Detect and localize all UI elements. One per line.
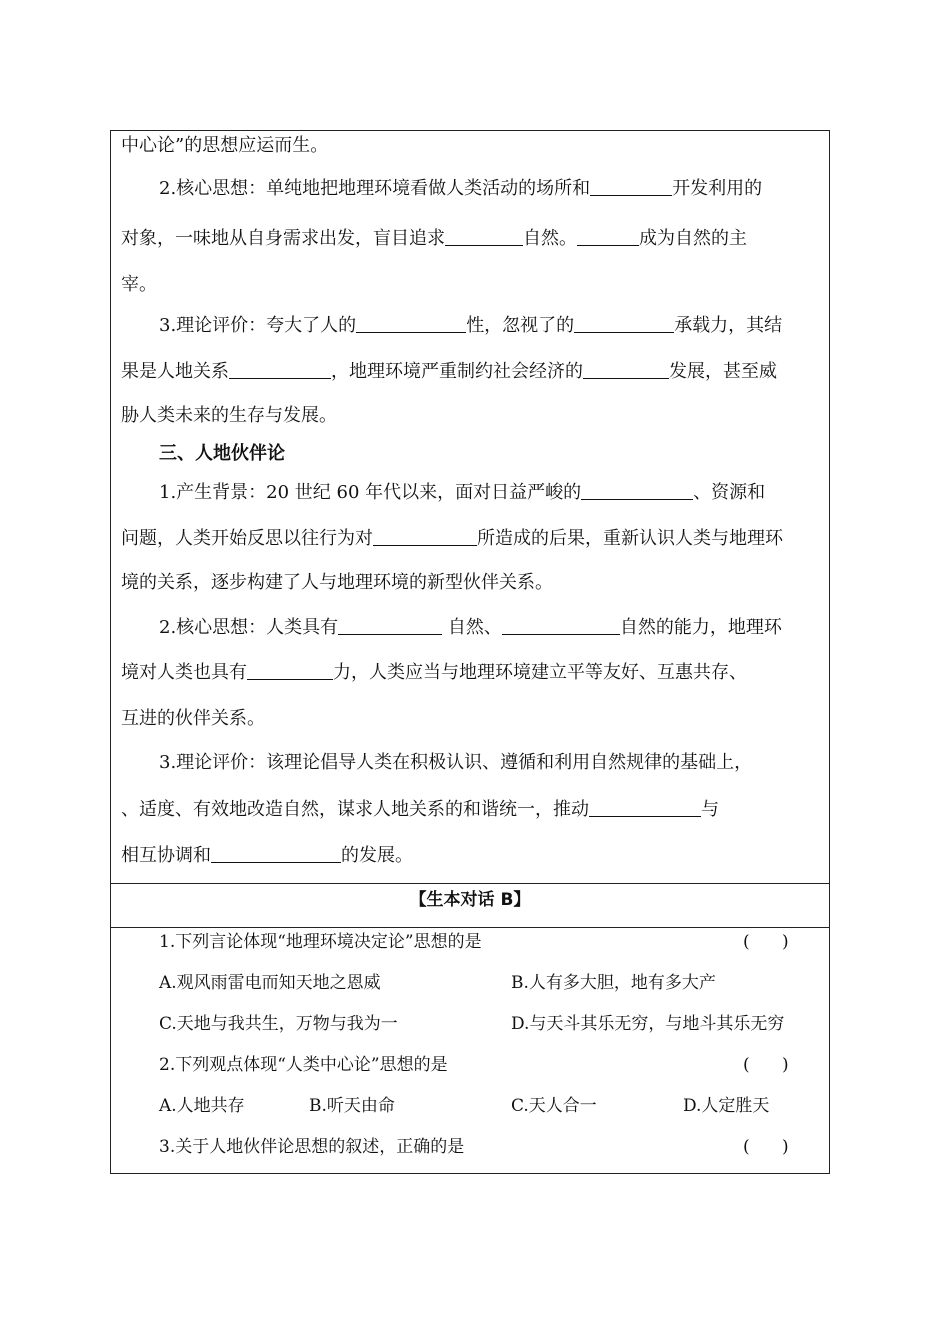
paragraph-text: 相互协调和 [121,845,211,866]
fill-blank[interactable] [373,527,477,546]
paragraph-text: 3.理论评价：夸大了人的 [159,315,357,336]
option-c[interactable]: C.天人合一 [511,1096,597,1116]
fill-blank[interactable] [338,616,442,635]
paragraph-text: 中心论”的思想应运而生。 [121,135,329,156]
paragraph-text: 宰。 [121,274,157,295]
text-line [121,844,413,868]
question-text: 3.关于人地伙伴论思想的叙述，正确的是 [159,1137,465,1157]
text-line [121,273,157,297]
paragraph-text: 对象，一味地从自身需求出发，盲目追求 [121,228,445,249]
option-a[interactable]: A.观风雨雷电而知天地之恩威 [159,973,381,993]
table-divider [111,927,829,928]
paragraph-text: 与 [701,799,719,820]
text-line [121,661,747,685]
option-d[interactable]: D.与天斗其乐无穷，与地斗其乐无穷 [511,1014,785,1034]
text-line [121,527,783,551]
paragraph-text: 2.核心思想：人类具有 [159,617,339,638]
paragraph-text: 开发利用的 [672,178,763,199]
worksheet-table [110,130,830,1174]
text-line [121,798,719,822]
text-line [159,314,782,338]
paragraph-text: 1.产生背景：20 世纪 60 年代以来，面对日益严峻的 [159,482,582,503]
paragraph-text: 所造成的后果，重新认识人类与地理环 [477,528,783,549]
fill-blank[interactable] [502,616,620,635]
fill-blank[interactable] [229,360,331,379]
fill-blank[interactable] [577,227,639,246]
text-line [159,751,752,775]
fill-blank[interactable] [356,314,466,333]
text-line [159,177,762,201]
paragraph-text: 自然。 [523,228,577,249]
paragraph-text: 自然、 [447,617,502,638]
table-divider [111,883,829,884]
option-c[interactable]: C.天地与我共生，万物与我为一 [159,1014,398,1034]
fill-blank[interactable] [581,481,693,500]
paragraph-text: 、适度、有效地改造自然，谋求人地关系的和谐统一，推动 [121,799,589,820]
paragraph-text: 境对人类也具有 [121,662,247,683]
paragraph-text: 成为自然的主 [639,228,747,249]
text-line [121,707,265,731]
paragraph-text: ，地理环境严重制约社会经济的 [331,361,583,382]
paragraph-text: 果是人地关系 [121,361,229,382]
text-line [121,227,747,251]
text-line [121,134,328,158]
fill-blank[interactable] [445,227,523,246]
text-line [121,571,553,595]
fill-blank[interactable] [211,844,341,863]
text-line [159,481,765,505]
text-line [121,404,337,428]
fill-blank[interactable] [590,177,672,196]
answer-paren[interactable]: ( ) [743,1055,789,1075]
paragraph-text: 境的关系，逐步构建了人与地理环境的新型伙伴关系。 [121,572,553,593]
option-b[interactable]: B.人有多大胆，地有多大产 [511,973,716,993]
paragraph-text: 的发展。 [341,845,413,866]
fill-blank[interactable] [583,360,669,379]
paragraph-text: 力，人类应当与地理环境建立平等友好、互惠共存、 [333,662,747,683]
option-d[interactable]: D.人定胜天 [683,1096,770,1116]
answer-paren[interactable]: ( ) [743,932,789,952]
paragraph-text: 性，忽视了的 [466,315,575,336]
section-heading: 三、人地伙伴论 [159,443,285,464]
paragraph-text: 承载力，其结 [674,315,783,336]
section-title: 【生本对话 B】 [409,890,531,910]
fill-blank[interactable] [589,798,701,817]
paragraph-text: 2.核心思想：单纯地把地理环境看做人类活动的场所和 [159,178,591,199]
question-text: 2.下列观点体现“人类中心论”思想的是 [159,1055,448,1075]
paragraph-text: 3.理论评价：该理论倡导人类在积极认识、遵循和利用自然规律的基础上， [159,752,753,773]
paragraph-text: 自然的能力，地理环 [619,617,782,638]
paragraph-text: 、资源和 [693,482,766,503]
answer-paren[interactable]: ( ) [743,1137,789,1157]
question-text: 1.下列言论体现“地理环境决定论”思想的是 [159,932,482,952]
text-line [159,616,782,640]
fill-blank[interactable] [247,661,333,680]
paragraph-text: 胁人类未来的生存与发展。 [121,405,337,426]
fill-blank[interactable] [574,314,674,333]
paragraph-text: 问题，人类开始反思以往行为对 [121,528,373,549]
text-line [121,360,777,384]
paragraph-text: 互进的伙伴关系。 [121,708,265,729]
option-a[interactable]: A.人地共存 [159,1096,245,1116]
option-b[interactable]: B.听天由命 [309,1096,395,1116]
paragraph-text: 发展，甚至威 [669,361,777,382]
